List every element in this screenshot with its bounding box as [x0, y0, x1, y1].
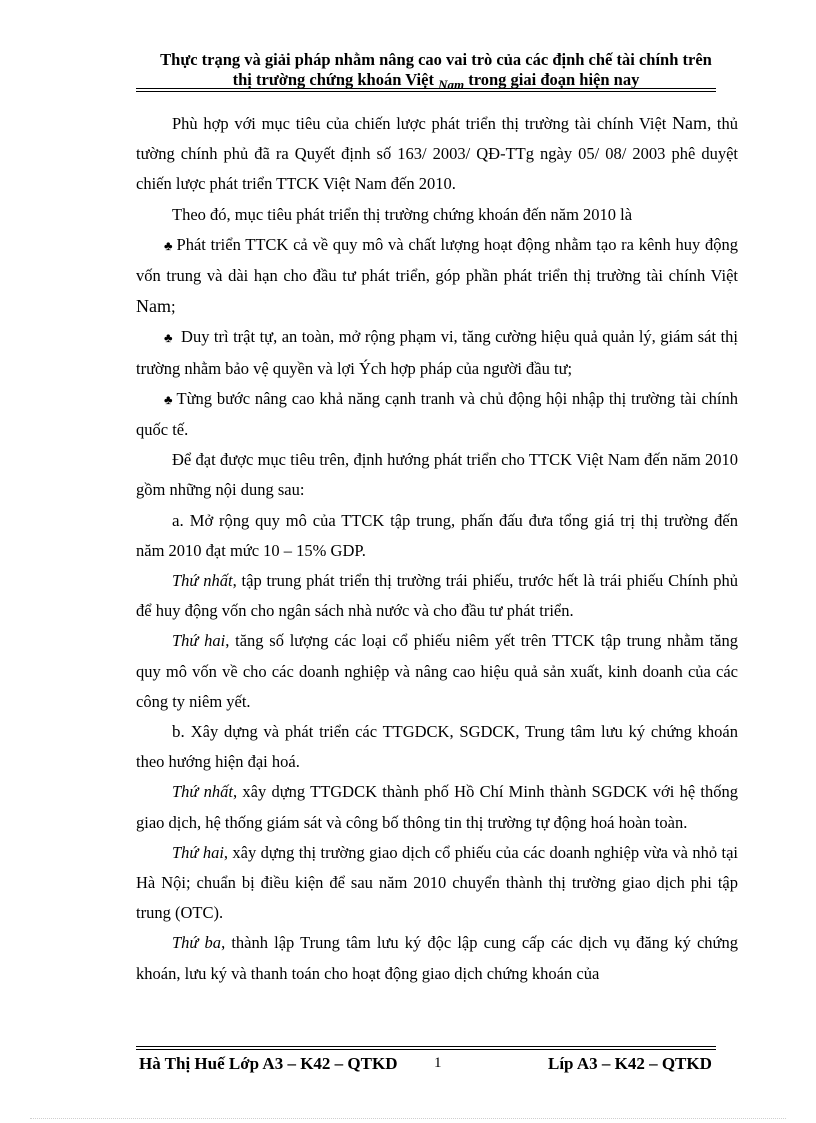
paragraph: Phù hợp với mục tiêu của chiến lược phát triển thị trường tài chính Việt Nam, thủ tường chính phủ đã ra Quyết định số 163/ 2003/ QĐ-TTg ngày 05/ 08/ 2003 phê duyệt chiến lược phát triển TTCK Việt Nam đến 2010. — [136, 113, 738, 194]
bullet-item: ♣ Từng bước nâng cao khả năng cạnh tranh và chủ động hội nhập thị trường tài chính quốc tế. — [136, 384, 738, 445]
page-header — [136, 50, 736, 91]
paragraph: Để đạt được mục tiêu trên, định hướng phát triển cho TTCK Việt Nam đến năm 2010 gồm những nội dung sau: — [136, 450, 738, 500]
club-icon: ♣ — [164, 330, 173, 346]
header-title-line-1: Thực trạng và giải pháp nhằm nâng cao vai trò của các định chế tài chính trên — [160, 50, 712, 69]
document-body — [136, 108, 738, 989]
club-icon: ♣ — [164, 391, 173, 407]
page-edge-divider — [30, 1118, 786, 1119]
footer-right: Líp A3 – K42 – QTKD — [548, 1054, 712, 1073]
bullet-item: ♣ Phát triển TTCK cả về quy mô và chất lượng hoạt động nhằm tạo ra kênh huy động vốn trung và dài hạn cho đầu tư phát triển, góp phần phát triển thị trường tài chính Việt Nam; — [136, 230, 738, 323]
paragraph: Thứ nhất, xây dựng TTGDCK thành phố Hồ Chí Minh thành SGDCK với hệ thống giao dịch, hệ thống giám sát và công bố thông tin thị trường tự động hoá hoàn toàn. — [136, 782, 738, 832]
footer-rule-top — [136, 1046, 716, 1047]
bullet-item: ♣ Duy trì trật tự, an toàn, mở rộng phạm vi, tăng cường hiệu quả quản lý, giám sát thị trường nhằm bảo vệ quyền và lợi Ých hợp pháp của người đầu tư; — [136, 322, 738, 383]
list-item-a: a. Mở rộng quy mô của TTCK tập trung, phấn đấu đưa tổng giá trị thị trường đến năm 2010 đạt mức 10 – 15% GDP. — [136, 510, 738, 560]
header-title-line-2: thị trường chứng khoán Việt $_{Nam}$ trong giai đoạn hiện nay — [232, 70, 640, 92]
paragraph: Thứ hai, tăng số lượng các loại cổ phiếu niêm yết trên TTCK tập trung nhằm tăng quy mô vốn về cho các doanh nghiệp và nâng cao hiệu quả sản xuất, kinh doanh của các công ty niêm yết. — [136, 631, 738, 711]
list-item-b: b. Xây dựng và phát triển các TTGDCK, SGDCK, Trung tâm lưu ký chứng khoán theo hướng hiện đại hoá. — [136, 722, 738, 772]
header-rule-bottom — [136, 91, 716, 92]
club-icon: ♣ — [164, 237, 173, 253]
header-rule-top — [136, 88, 716, 89]
paragraph: Thứ nhất, tập trung phát triển thị trường trái phiếu, trước hết là trái phiếu Chính phủ để huy động vốn cho ngân sách nhà nước và cho đầu tư phát triển. — [136, 571, 739, 621]
footer-rule-bottom — [136, 1049, 716, 1050]
paragraph: Thứ hai, xây dựng thị trường giao dịch cổ phiếu của các doanh nghiệp vừa và nhỏ tại Hà Nội; chuẩn bị điều kiện để sau năm 2010 chuyển thành thị trường giao dịch phi tập trung (OTC). — [136, 842, 738, 923]
footer-left: Hà Thị Huế Lớp A3 – K42 – QTKD — [139, 1054, 398, 1073]
page-number: 1 — [434, 1055, 442, 1071]
paragraph: Theo đó, mục tiêu phát triển thị trường chứng khoán đến năm 2010 là — [172, 204, 633, 224]
paragraph: Thứ ba, thành lập Trung tâm lưu ký độc lập cung cấp các dịch vụ đăng ký chứng khoán, lưu ký và thanh toán cho hoạt động giao dịch chứng khoán của — [136, 933, 738, 983]
